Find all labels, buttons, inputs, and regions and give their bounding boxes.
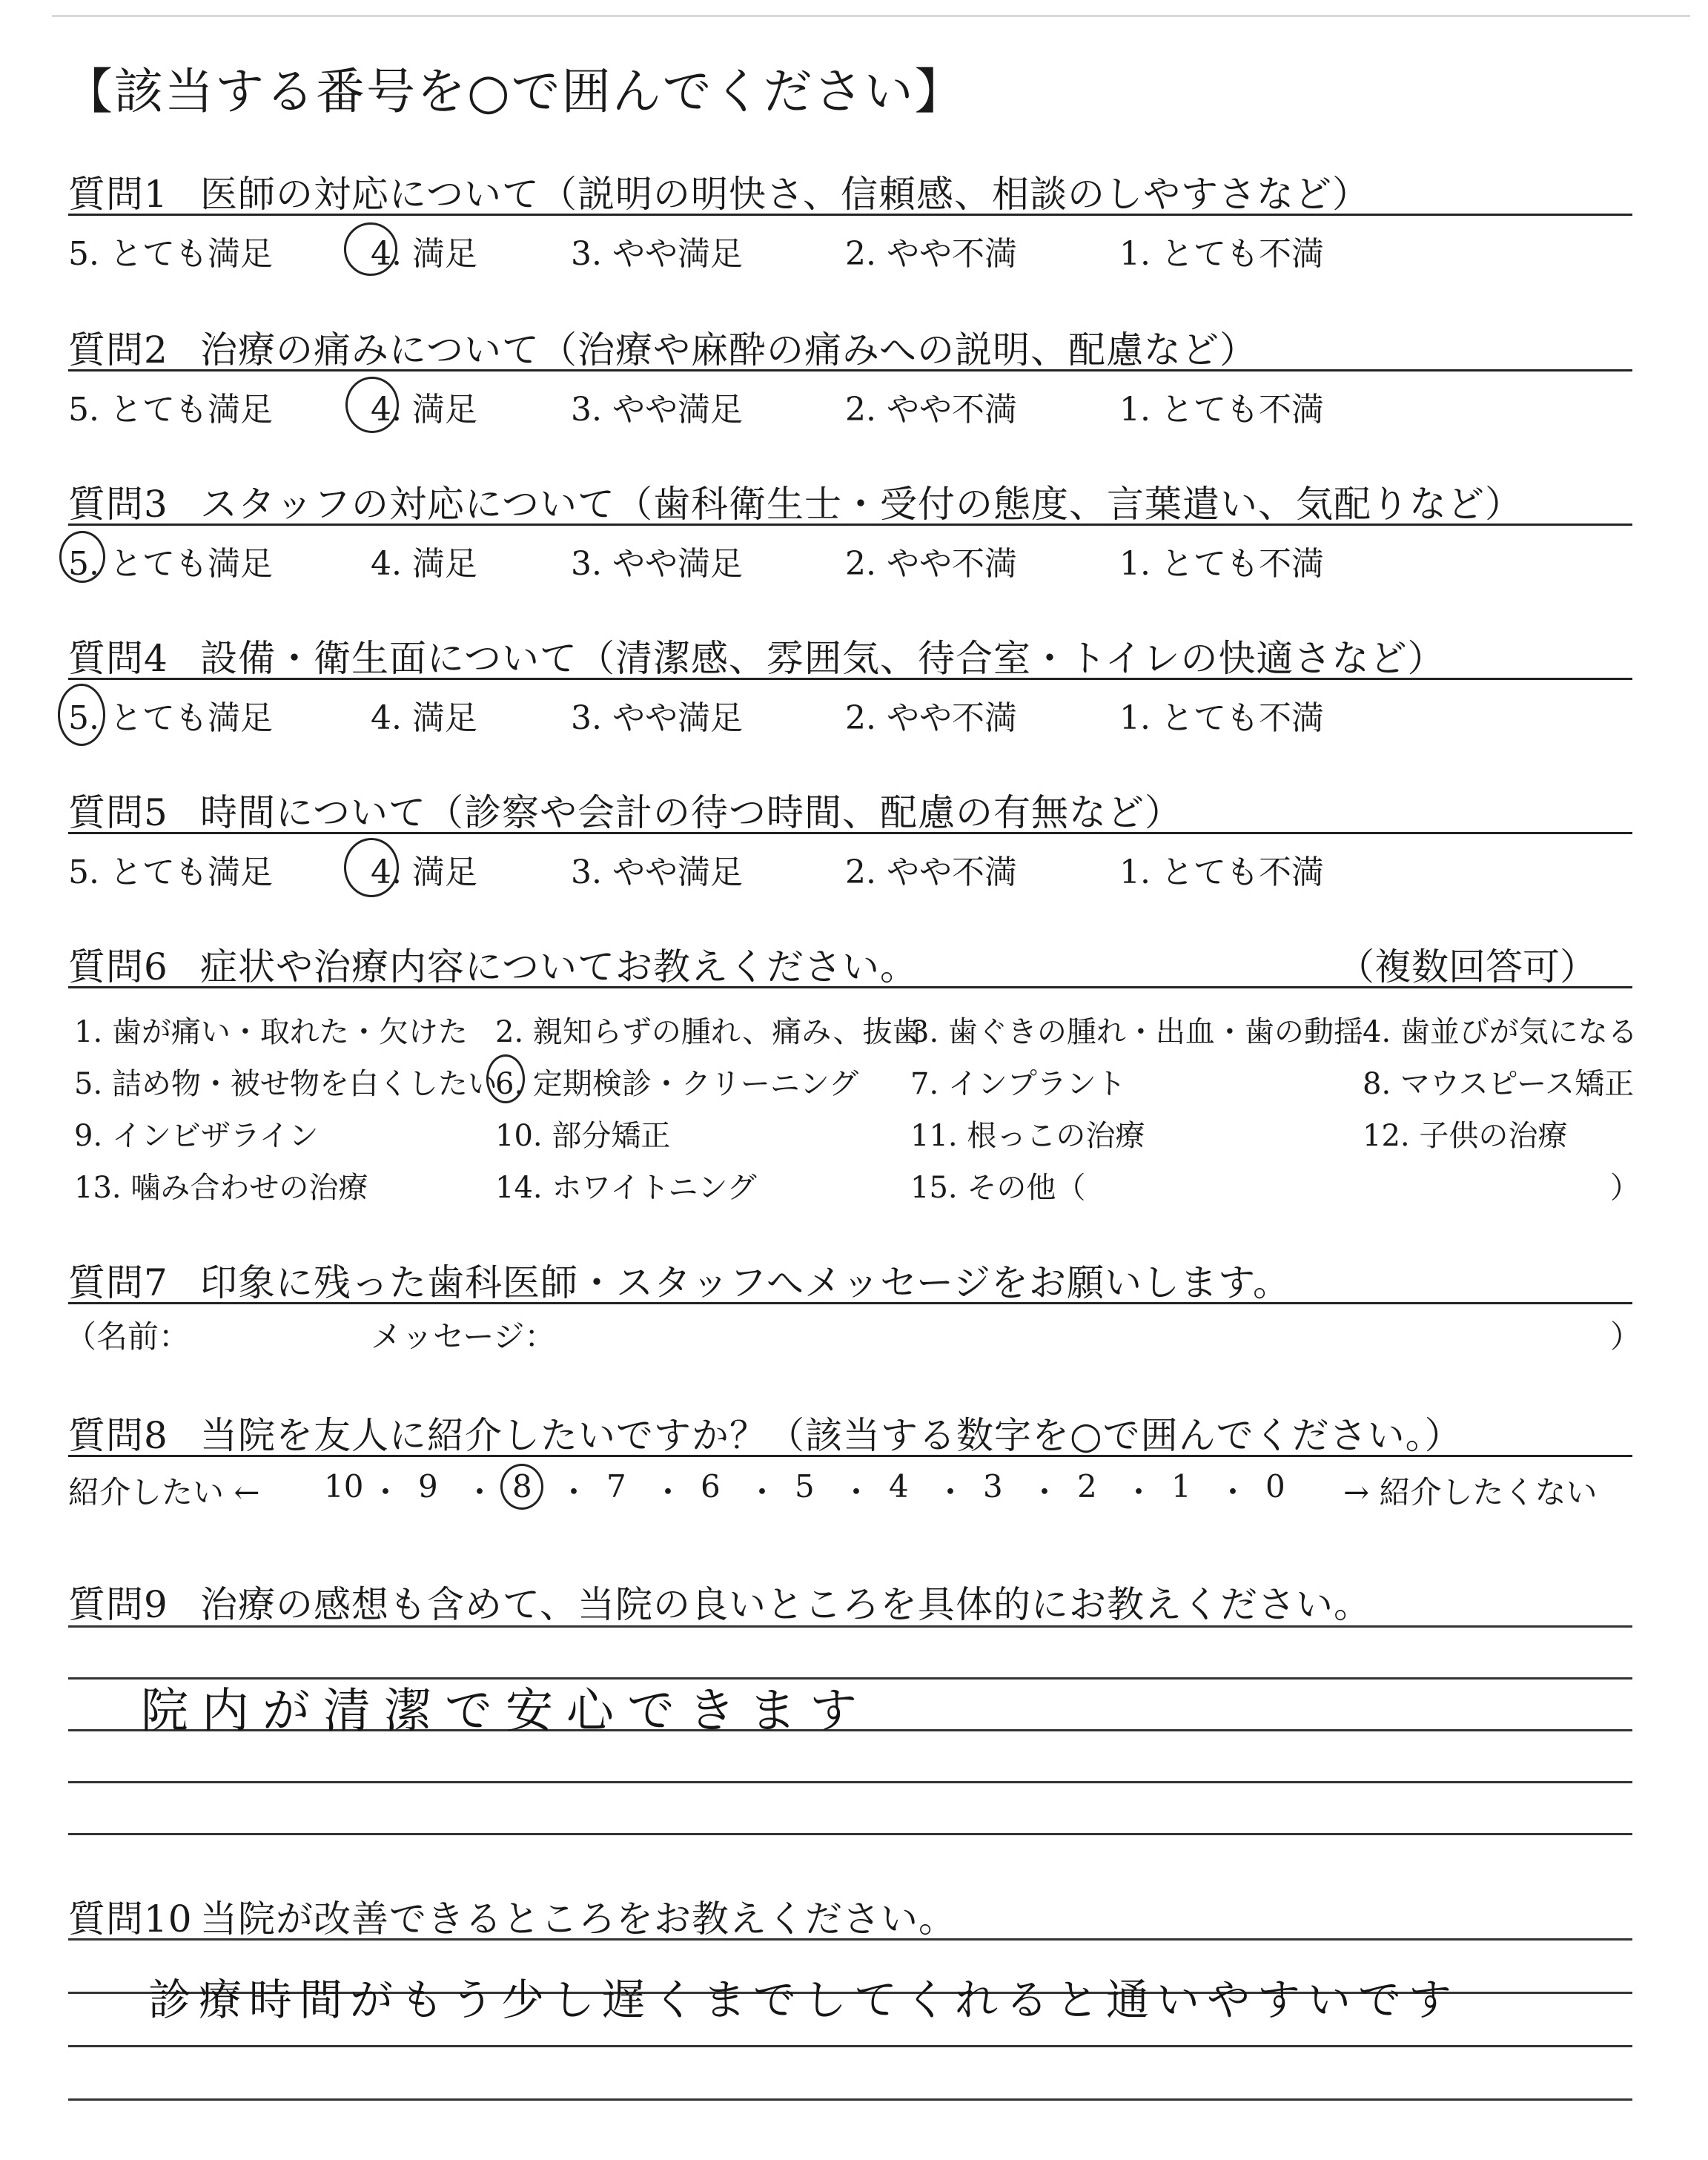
q10-line-3 <box>68 2045 1632 2047</box>
q1-selection-circle <box>344 222 397 276</box>
q6-option-8[interactable]: 8. マウスピース矯正 <box>1363 1067 1635 1101</box>
q3-option-2[interactable]: 2. やや不満 <box>845 545 1017 583</box>
question-2-text: 治療の痛みについて（治療や麻酔の痛みへの説明、配慮など） <box>200 328 1257 371</box>
question-2-title <box>68 320 1257 374</box>
q6-option-5[interactable]: 5. 詰め物・被せ物を白くしたい <box>74 1067 497 1101</box>
q7-name-label: （名前： <box>65 1318 191 1355</box>
question-4-number: 質問4 <box>68 637 168 680</box>
q6-option-6[interactable]: 6. 定期検診・クリーニング <box>495 1067 859 1101</box>
q9-line-4 <box>68 1781 1632 1783</box>
question-8-number: 質問8 <box>68 1414 168 1457</box>
question-10-number: 質問10 <box>68 1898 193 1941</box>
q5-selection-circle <box>344 838 399 897</box>
q6-option-15[interactable]: 15. その他（ <box>910 1171 1086 1205</box>
question-8-title <box>68 1406 1463 1459</box>
q3-selection-circle <box>59 531 105 583</box>
question-4-text: 設備・衛生面について（清潔感、雰囲気、待合室・トイレの快適さなど） <box>200 637 1446 680</box>
q9-line-1 <box>68 1625 1632 1628</box>
question-9-text: 治療の感想も含めて、当院の良いところを具体的にお教えください。 <box>200 1583 1371 1626</box>
q4-selection-circle <box>58 684 105 746</box>
q4-option-5[interactable]: 5. とても満足 <box>68 699 273 737</box>
q8-scale-9[interactable]: 9 <box>418 1468 438 1505</box>
top-divider <box>52 15 1690 17</box>
q10-line-1 <box>68 1938 1632 1941</box>
question-4-rule <box>68 678 1632 680</box>
q6-option-9[interactable]: 9. インビザライン <box>74 1119 319 1153</box>
question-1-text: 医師の対応について（説明の明快さ、信頼感、相談のしやすさなど） <box>200 173 1370 216</box>
q8-separator: ・ <box>464 1474 496 1510</box>
q4-option-4[interactable]: 4. 満足 <box>371 699 477 737</box>
q4-option-3[interactable]: 3. やや満足 <box>571 699 743 737</box>
question-7-title <box>68 1253 1291 1307</box>
question-7-number: 質問7 <box>68 1261 168 1304</box>
question-5-title <box>68 783 1182 836</box>
question-7-rule <box>68 1302 1632 1304</box>
q5-option-3[interactable]: 3. やや満足 <box>571 853 743 891</box>
q8-scale-2[interactable]: 2 <box>1077 1468 1097 1505</box>
q8-scale-5[interactable]: 5 <box>795 1468 815 1505</box>
q8-left-label: 紹介したい ← <box>68 1474 260 1510</box>
question-1-title <box>68 165 1370 218</box>
question-2-rule <box>68 369 1632 371</box>
q8-separator: ・ <box>935 1474 967 1510</box>
q6-option-11[interactable]: 11. 根っこの治療 <box>910 1119 1145 1153</box>
question-2-number: 質問2 <box>68 328 168 371</box>
q5-option-2[interactable]: 2. やや不満 <box>845 853 1017 891</box>
q4-option-1[interactable]: 1. とても不満 <box>1119 699 1324 737</box>
q3-option-5[interactable]: 5. とても満足 <box>68 545 273 583</box>
question-9-number: 質問9 <box>68 1583 168 1626</box>
page-heading: 【該当する番号を○で囲んでください】 <box>64 63 965 120</box>
q6-selection-circle <box>486 1054 525 1103</box>
q8-separator: ・ <box>652 1474 684 1510</box>
q2-option-5[interactable]: 5. とても満足 <box>68 391 273 429</box>
q6-option-3[interactable]: 3. 歯ぐきの腫れ・出血・歯の動揺 <box>910 1015 1363 1049</box>
q8-selection-circle <box>500 1464 543 1510</box>
q6-option-1[interactable]: 1. 歯が痛い・取れた・欠けた <box>74 1015 468 1049</box>
question-8-text: 当院を友人に紹介したいですか？（該当する数字を○で囲んでください。） <box>200 1414 1463 1457</box>
question-9-title <box>68 1575 1371 1628</box>
question-1-number: 質問1 <box>68 173 168 216</box>
q6-option-7[interactable]: 7. インプラント <box>910 1067 1126 1101</box>
question-3-text: スタッフの対応について（歯科衛生士・受付の態度、言葉遣い、気配りなど） <box>200 483 1523 526</box>
q1-option-4[interactable]: 4. 満足 <box>371 235 477 273</box>
question-6-rule <box>68 986 1632 988</box>
question-5-text: 時間について（診察や会計の待つ時間、配慮の有無など） <box>200 791 1182 834</box>
q8-separator: ・ <box>747 1474 778 1510</box>
question-6-title <box>68 937 918 991</box>
q1-option-2[interactable]: 2. やや不満 <box>845 235 1017 273</box>
question-6-note: （複数回答可） <box>1337 945 1597 988</box>
q4-option-2[interactable]: 2. やや不満 <box>845 699 1017 737</box>
q6-option-13[interactable]: 13. 噛み合わせの治療 <box>74 1171 368 1205</box>
q8-scale-7[interactable]: 7 <box>606 1468 626 1505</box>
q5-option-1[interactable]: 1. とても不満 <box>1119 853 1324 891</box>
q6-option-12[interactable]: 12. 子供の治療 <box>1363 1119 1568 1153</box>
q8-separator: ・ <box>370 1474 402 1510</box>
q8-right-label: → 紹介したくない <box>1343 1474 1598 1510</box>
q6-option-10[interactable]: 10. 部分矯正 <box>495 1119 671 1153</box>
question-10-text: 当院が改善できるところをお教えください。 <box>200 1898 956 1941</box>
q3-option-1[interactable]: 1. とても不満 <box>1119 545 1324 583</box>
q2-selection-circle <box>345 377 399 433</box>
q8-scale-3[interactable]: 3 <box>983 1468 1003 1505</box>
q8-scale-1[interactable]: 1 <box>1171 1468 1191 1505</box>
question-7-text: 印象に残った歯科医師・スタッフへメッセージをお願いします。 <box>200 1261 1291 1304</box>
q1-option-5[interactable]: 5. とても満足 <box>68 235 273 273</box>
q8-separator: ・ <box>1029 1474 1061 1510</box>
q3-option-4[interactable]: 4. 満足 <box>371 545 477 583</box>
q9-answer[interactable]: 院内が清潔で安心できます <box>141 1684 870 1739</box>
question-3-number: 質問3 <box>68 483 168 526</box>
q6-option-4[interactable]: 4. 歯並びが気になる <box>1363 1015 1638 1049</box>
q8-separator: ・ <box>558 1474 590 1510</box>
question-8-rule <box>68 1455 1632 1457</box>
q10-line-4 <box>68 2098 1632 2101</box>
q2-option-3[interactable]: 3. やや満足 <box>571 391 743 429</box>
question-5-rule <box>68 832 1632 834</box>
q8-scale-0[interactable]: 0 <box>1265 1468 1285 1505</box>
q8-scale-6[interactable]: 6 <box>701 1468 721 1505</box>
q5-option-5[interactable]: 5. とても満足 <box>68 853 273 891</box>
q2-option-2[interactable]: 2. やや不満 <box>845 391 1017 429</box>
q1-option-1[interactable]: 1. とても不満 <box>1119 235 1324 273</box>
question-3-rule <box>68 524 1632 526</box>
q8-scale-4[interactable]: 4 <box>889 1468 909 1505</box>
q2-option-1[interactable]: 1. とても不満 <box>1119 391 1324 429</box>
q6-other-close: ） <box>1610 1171 1640 1205</box>
question-6-text: 症状や治療内容についてお教えください。 <box>200 945 918 988</box>
q9-line-5 <box>68 1833 1632 1835</box>
question-1-rule <box>68 214 1632 216</box>
q6-option-14[interactable]: 14. ホワイトニング <box>495 1171 757 1205</box>
q2-option-4[interactable]: 4. 満足 <box>371 391 477 429</box>
q8-separator: ・ <box>841 1474 873 1510</box>
question-3-title <box>68 475 1523 528</box>
q3-option-3[interactable]: 3. やや満足 <box>571 545 743 583</box>
q7-close: ） <box>1610 1318 1642 1355</box>
question-4-title <box>68 629 1446 682</box>
q8-scale-8[interactable]: 8 <box>512 1468 532 1505</box>
q6-option-2[interactable]: 2. 親知らずの腫れ、痛み、抜歯 <box>495 1015 922 1049</box>
question-5-number: 質問5 <box>68 791 168 834</box>
q5-option-4[interactable]: 4. 満足 <box>371 853 477 891</box>
q1-option-3[interactable]: 3. やや満足 <box>571 235 743 273</box>
q7-message-label: メッセージ： <box>371 1318 556 1355</box>
q10-answer[interactable]: 診療時間がもう少し遅くまでしてくれると通いやすいです <box>148 1975 1460 2025</box>
q8-separator: ・ <box>1123 1474 1155 1510</box>
q8-scale-10[interactable]: 10 <box>324 1468 364 1505</box>
q8-separator: ・ <box>1217 1474 1249 1510</box>
question-6-number: 質問6 <box>68 945 168 988</box>
question-10-title <box>68 1889 956 1943</box>
